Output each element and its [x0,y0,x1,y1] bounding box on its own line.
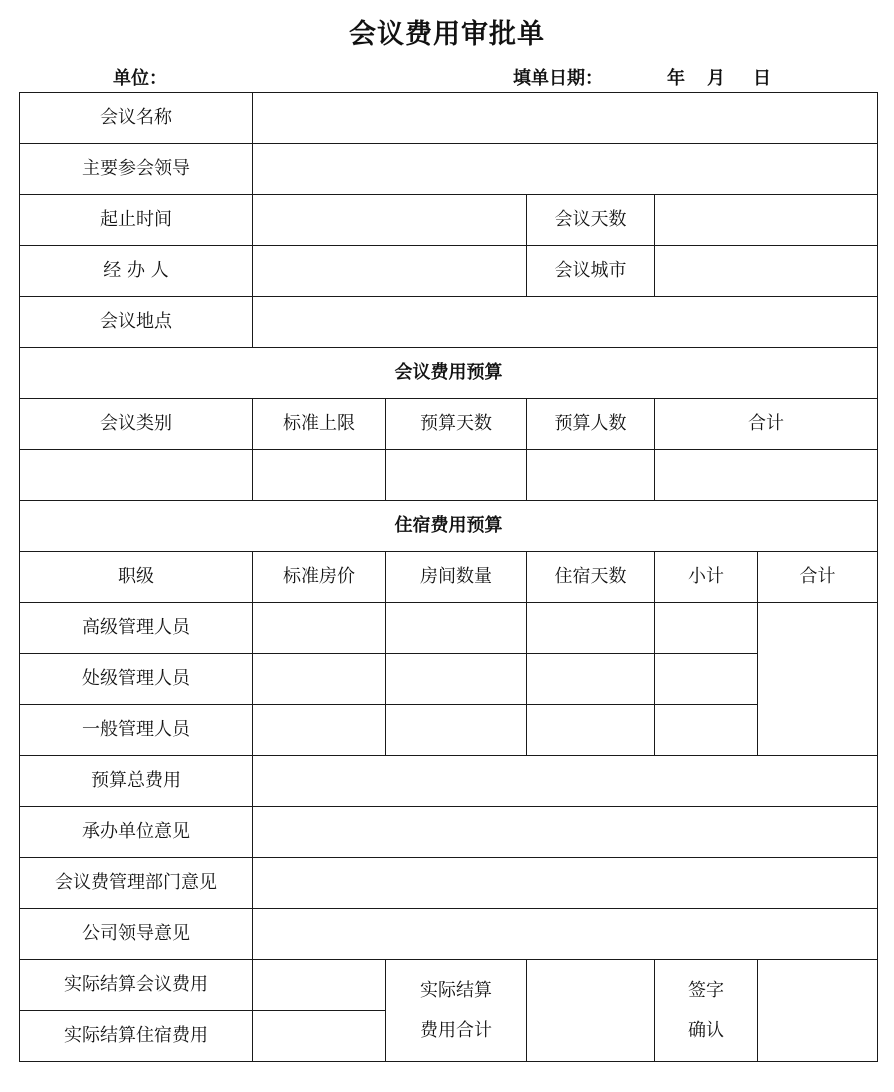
label-division-managers: 处级管理人员 [20,654,253,705]
year-label: 年 [667,68,685,89]
field-budget-people[interactable] [527,450,655,501]
row-organizer-opinion [20,807,878,858]
col-meeting-category: 会议类别 [20,399,253,450]
row-total-budget [20,756,878,807]
actual-total-line1: 实际结算 [420,979,492,1001]
field-division-room-price[interactable] [253,654,386,705]
field-senior-subtotal[interactable] [655,603,758,654]
col-subtotal: 小计 [655,552,758,603]
field-standard-limit[interactable] [253,450,386,501]
label-meeting-days: 会议天数 [527,195,655,246]
field-organizer-opinion[interactable] [253,807,878,858]
row-start-end-time [20,195,878,246]
day-label: 日 [753,68,771,89]
label-meeting-name: 会议名称 [20,93,253,144]
field-actual-lodging-cost[interactable] [253,1011,386,1062]
label-general-managers: 一般管理人员 [20,705,253,756]
label-signature-confirm [655,960,758,1062]
field-main-leaders[interactable] [253,144,878,195]
actual-total-line2: 费用合计 [420,1019,492,1041]
approval-form-table [19,92,878,1062]
row-meeting-budget-title [20,348,878,399]
field-division-lodging-days[interactable] [527,654,655,705]
field-lodging-total[interactable] [758,603,878,756]
label-handler: 经 办 人 [20,246,253,297]
row-lodging-budget-title [20,501,878,552]
col-lodging-total: 合计 [758,552,878,603]
row-meeting-budget-header [20,399,878,450]
row-meeting-name [20,93,878,144]
row-lodging-budget-header [20,552,878,603]
label-company-leader-opinion: 公司领导意见 [20,909,253,960]
row-main-leaders [20,144,878,195]
field-meeting-location[interactable] [253,297,878,348]
col-standard-limit: 标准上限 [253,399,386,450]
field-senior-room-price[interactable] [253,603,386,654]
field-senior-room-count[interactable] [386,603,527,654]
label-main-leaders: 主要参会领导 [20,144,253,195]
label-organizer-opinion: 承办单位意见 [20,807,253,858]
field-meeting-total[interactable] [655,450,878,501]
field-general-room-price[interactable] [253,705,386,756]
label-actual-total [386,960,527,1062]
row-actual-meeting-cost [20,960,878,1011]
label-start-end-time: 起止时间 [20,195,253,246]
lodging-budget-section-title: 住宿费用预算 [20,501,878,552]
col-lodging-days: 住宿天数 [527,552,655,603]
field-general-room-count[interactable] [386,705,527,756]
label-total-budget: 预算总费用 [20,756,253,807]
field-general-subtotal[interactable] [655,705,758,756]
col-meeting-total: 合计 [655,399,878,450]
field-actual-total[interactable] [527,960,655,1062]
row-senior-managers [20,603,878,654]
col-standard-room-price: 标准房价 [253,552,386,603]
field-total-budget[interactable] [253,756,878,807]
field-signature[interactable] [758,960,878,1062]
signature-line1: 签字 [688,979,724,1001]
field-mgmt-dept-opinion[interactable] [253,858,878,909]
row-meeting-location [20,297,878,348]
row-mgmt-dept-opinion [20,858,878,909]
field-handler[interactable] [253,246,527,297]
col-rank: 职级 [20,552,253,603]
fill-date-label: 填单日期： [513,68,603,89]
field-division-subtotal[interactable] [655,654,758,705]
unit-label: 单位： [113,68,167,89]
field-meeting-days[interactable] [655,195,878,246]
field-meeting-category[interactable] [20,450,253,501]
field-start-end-time[interactable] [253,195,527,246]
field-actual-meeting-cost[interactable] [253,960,386,1011]
field-budget-days[interactable] [386,450,527,501]
row-general-managers [20,705,878,756]
label-senior-managers: 高级管理人员 [20,603,253,654]
label-meeting-city: 会议城市 [527,246,655,297]
field-division-room-count[interactable] [386,654,527,705]
label-meeting-location: 会议地点 [20,297,253,348]
signature-line2: 确认 [688,1019,724,1041]
label-mgmt-dept-opinion: 会议费管理部门意见 [20,858,253,909]
row-division-managers [20,654,878,705]
meeting-budget-section-title: 会议费用预算 [20,348,878,399]
form-title: 会议费用审批单 [349,19,545,50]
row-meeting-budget-values [20,450,878,501]
field-senior-lodging-days[interactable] [527,603,655,654]
col-budget-days: 预算天数 [386,399,527,450]
field-company-leader-opinion[interactable] [253,909,878,960]
col-budget-people: 预算人数 [527,399,655,450]
row-handler [20,246,878,297]
label-actual-lodging-cost: 实际结算住宿费用 [20,1011,253,1062]
field-meeting-city[interactable] [655,246,878,297]
field-general-lodging-days[interactable] [527,705,655,756]
label-actual-meeting-cost: 实际结算会议费用 [20,960,253,1011]
col-room-count: 房间数量 [386,552,527,603]
row-company-leader-opinion [20,909,878,960]
field-meeting-name[interactable] [253,93,878,144]
month-label: 月 [707,68,725,89]
